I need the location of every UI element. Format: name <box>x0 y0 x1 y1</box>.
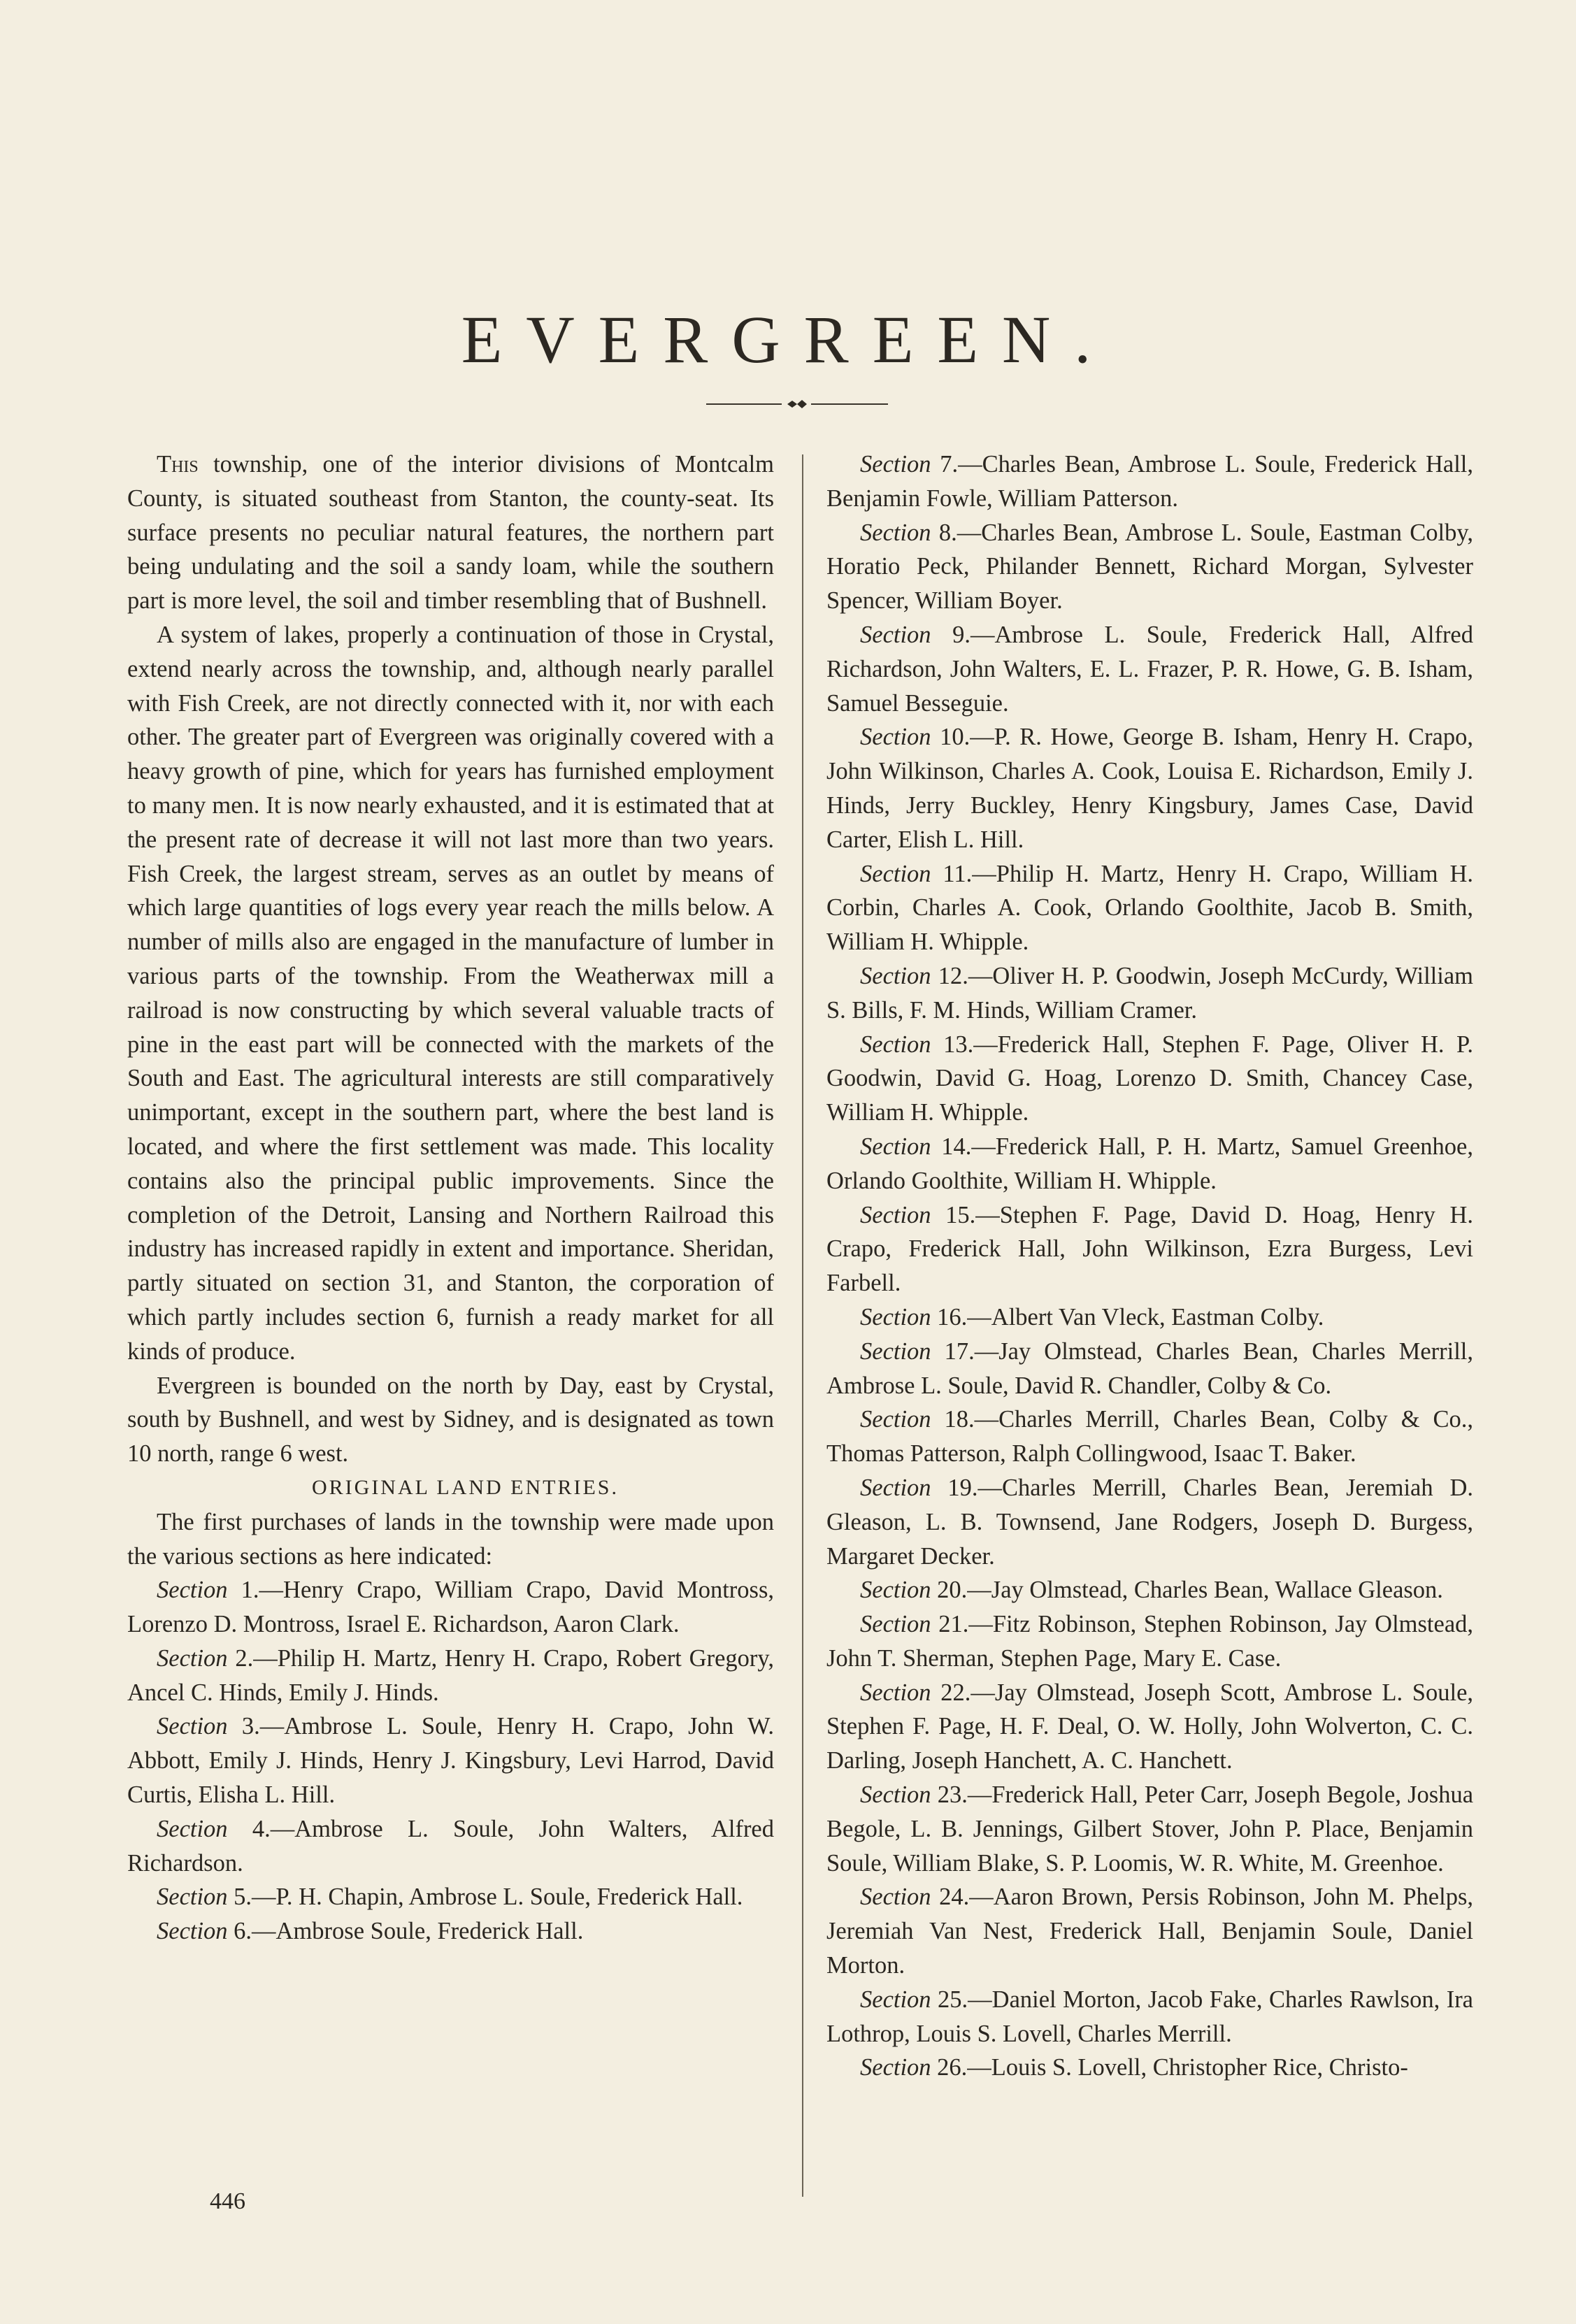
section-entry <box>826 1573 1473 1607</box>
section-number: 1. <box>241 1577 259 1604</box>
section-number: 14. <box>941 1133 972 1160</box>
section-label: Section <box>860 1406 931 1433</box>
section-entry <box>826 1676 1473 1778</box>
boundaries-paragraph: Evergreen is bounded on the north by Day, east by Crystal, south by Bushnell, and west by Sidney, and is designated as town 10 north, range 6 west. <box>127 1372 774 1468</box>
section-entry <box>826 1880 1473 1982</box>
section-owners: —Charles Bean, Ambrose L. Soule, Eastman Colby, Horatio Peck, Philander Bennett, Richard Morgan, Sylvester Spencer, William Boyer. <box>826 519 1473 615</box>
section-owners: —Jay Olmstead, Charles Bean, Wallace Gleason. <box>967 1577 1443 1604</box>
land-entries-intro: The first purchases of lands in the township were made upon the various sections as here indicated: <box>127 1508 774 1570</box>
section-entry <box>826 1778 1473 1880</box>
section-number: 6. <box>234 1918 252 1945</box>
intro-paragraph <box>127 447 774 618</box>
section-owners: —Louis S. Lovell, Christopher Rice, Christo- <box>967 2054 1408 2081</box>
section-owners: —P. R. Howe, George B. Isham, Henry H. Crapo, John Wilkinson, Charles A. Cook, Louisa E. Richardson, Emily J. Hinds, Jerry Buckley, Henry Kingsbury, James Case, David Carter, Elish L. Hill. <box>826 724 1473 853</box>
section-entry <box>826 1335 1473 1403</box>
section-entry <box>826 1300 1473 1335</box>
section-label: Section <box>860 962 931 989</box>
section-entry <box>826 720 1473 856</box>
section-number: 2. <box>235 1644 254 1672</box>
section-number: 25. <box>938 1986 968 2013</box>
section-entry <box>127 1914 774 1949</box>
section-number: 22. <box>940 1679 971 1706</box>
section-label: Section <box>860 621 931 648</box>
page-title: EVERGREEN. <box>461 302 1115 377</box>
section-label: Section <box>860 1133 931 1160</box>
section-entry <box>826 857 1473 959</box>
section-number: 16. <box>937 1303 968 1330</box>
section-entry <box>127 1709 774 1812</box>
section-owners: —Fitz Robinson, Stephen Robinson, Jay Olmstead, John T. Sherman, Stephen Page, Mary E. Case. <box>826 1611 1474 1672</box>
ornament-line-left <box>706 403 782 405</box>
section-entry <box>127 1642 774 1710</box>
section-entry <box>826 1403 1473 1471</box>
section-number: 19. <box>947 1474 978 1501</box>
section-number: 12. <box>938 962 968 989</box>
section-number: 20. <box>937 1577 968 1604</box>
section-label: Section <box>860 860 931 887</box>
section-owners: —Oliver H. P. Goodwin, Joseph McCurdy, William S. Bills, F. M. Hinds, William Cramer. <box>826 962 1473 1024</box>
section-number: 9. <box>952 621 970 648</box>
section-entry <box>826 1983 1473 2051</box>
section-number: 3. <box>241 1713 260 1740</box>
section-owners: —Aaron Brown, Persis Robinson, John M. Phelps, Jeremiah Van Nest, Frederick Hall, Benjamin Soule, Daniel Morton. <box>826 1884 1474 1979</box>
section-owners: —Ambrose L. Soule, Frederick Hall, Alfred Richardson, John Walters, E. L. Frazer, P. R. Howe, G. B. Isham, Samuel Besseguie. <box>826 621 1473 717</box>
section-entry <box>826 2051 1473 2085</box>
land-entries-heading: ORIGINAL LAND ENTRIES. <box>311 1475 619 1499</box>
section-label: Section <box>860 1337 931 1365</box>
section-label: Section <box>157 1713 228 1740</box>
section-entry <box>826 618 1473 720</box>
section-entry <box>826 447 1473 516</box>
section-entry <box>826 959 1473 1028</box>
left-column <box>127 447 774 1949</box>
section-entry <box>826 1198 1473 1300</box>
section-entry <box>127 1880 774 1914</box>
section-owners: —Charles Merrill, Charles Bean, Jeremiah D. Gleason, L. B. Townsend, Jane Rodgers, Joseph D. Burgess, Margaret Decker. <box>826 1474 1473 1570</box>
section-number: 17. <box>944 1337 975 1365</box>
intro-text: township, one of the interior divisions of Montcalm County, is situated southeast from Stanton, the county-seat. Its surface presents no peculiar natural features, the northern part being undulating and the soil a sandy loam, while the southern part is more level, the soil and timber resembling that of Bushnell. <box>127 451 774 615</box>
ornament-line-right <box>811 403 888 405</box>
section-owners: —Frederick Hall, P. H. Martz, Samuel Greenhoe, Orlando Goolthite, William H. Whipple. <box>826 1133 1473 1194</box>
section-label: Section <box>860 451 931 478</box>
section-label: Section <box>157 1918 228 1945</box>
section-owners: —Jay Olmstead, Joseph Scott, Ambrose L. Soule, Stephen F. Page, H. F. Deal, O. W. Holly, John Wolverton, C. C. Darling, Joseph Hanchett, A. C. Hanchett. <box>826 1679 1474 1774</box>
section-number: 21. <box>938 1611 969 1638</box>
sections-list-right <box>826 447 1473 2085</box>
section-entry <box>826 516 1473 618</box>
section-number: 13. <box>943 1031 974 1058</box>
ornament-diamond-icon <box>787 399 807 410</box>
section-label: Section <box>860 1474 931 1501</box>
section-number: 4. <box>252 1815 271 1842</box>
section-number: 23. <box>937 1781 968 1809</box>
section-label: Section <box>860 1884 931 1911</box>
sections-list-left <box>127 1573 774 1949</box>
section-entry <box>826 1607 1473 1676</box>
section-owners: —Charles Merrill, Charles Bean, Colby & Co., Thomas Patterson, Ralph Collingwood, Isaac T. Baker. <box>826 1406 1474 1468</box>
section-number: 5. <box>234 1884 252 1911</box>
section-owners: —Philip H. Martz, Henry H. Crapo, Robert Gregory, Ancel C. Hinds, Emily J. Hinds. <box>127 1644 775 1706</box>
section-label: Section <box>157 1644 228 1672</box>
intro-first-word: This <box>157 451 199 478</box>
section-label: Section <box>157 1884 228 1911</box>
section-number: 10. <box>940 724 970 751</box>
section-owners: —Daniel Morton, Jacob Fake, Charles Rawlson, Ira Lothrop, Louis S. Lovell, Charles Merrill. <box>826 1986 1473 2047</box>
section-label: Section <box>860 1577 931 1604</box>
section-owners: —Jay Olmstead, Charles Bean, Charles Merrill, Ambrose L. Soule, David R. Chandler, Colby & Co. <box>826 1337 1474 1399</box>
section-entry <box>826 1028 1473 1130</box>
section-number: 11. <box>943 860 973 887</box>
right-column <box>826 447 1473 2085</box>
section-owners: —Albert Van Vleck, Eastman Colby. <box>967 1303 1324 1330</box>
page-number: 446 <box>210 2188 245 2214</box>
section-label: Section <box>157 1577 228 1604</box>
section-owners: —P. H. Chapin, Ambrose L. Soule, Frederick Hall. <box>252 1884 743 1911</box>
section-label: Section <box>860 1031 931 1058</box>
section-owners: —Henry Crapo, William Crapo, David Montross, Lorenzo D. Montross, Israel E. Richardson, Aaron Clark. <box>127 1577 774 1638</box>
section-owners: —Ambrose L. Soule, Henry H. Crapo, John W. Abbott, Emily J. Hinds, Henry J. Kingsbury, Levi Harrod, David Curtis, Elisha L. Hill. <box>127 1713 775 1809</box>
section-number: 18. <box>944 1406 975 1433</box>
section-label: Section <box>860 724 931 751</box>
section-entry <box>826 1130 1473 1198</box>
section-owners: —Frederick Hall, Peter Carr, Joseph Begole, Joshua Begole, L. B. Jennings, Gilbert Stover, John P. Place, Benjamin Soule, William Blake, S. P. Loomis, W. R. White, M. Greenhoe. <box>826 1781 1474 1877</box>
section-label: Section <box>157 1815 228 1842</box>
section-entry <box>127 1812 774 1881</box>
section-owners: —Philip H. Martz, Henry H. Crapo, William H. Corbin, Charles A. Cook, Orlando Goolthite, Jacob B. Smith, William H. Whipple. <box>826 860 1474 956</box>
section-entry <box>127 1573 774 1642</box>
section-label: Section <box>860 1201 931 1228</box>
section-number: 15. <box>945 1201 976 1228</box>
section-number: 24. <box>939 1884 970 1911</box>
section-label: Section <box>860 519 931 546</box>
section-number: 26. <box>937 2054 968 2081</box>
section-owners: —Stephen F. Page, David D. Hoag, Henry H. Crapo, Frederick Hall, John Wilkinson, Ezra Burgess, Levi Farbell. <box>826 1201 1473 1297</box>
column-divider <box>802 454 803 2197</box>
section-label: Section <box>860 1303 931 1330</box>
section-label: Section <box>860 1679 931 1706</box>
section-entry <box>826 1471 1473 1573</box>
section-label: Section <box>860 2054 931 2081</box>
section-owners: —Charles Bean, Ambrose L. Soule, Frederick Hall, Benjamin Fowle, William Patterson. <box>826 451 1473 512</box>
section-owners: —Ambrose Soule, Frederick Hall. <box>252 1918 584 1945</box>
section-owners: —Ambrose L. Soule, John Walters, Alfred Richardson. <box>127 1815 774 1877</box>
section-owners: —Frederick Hall, Stephen F. Page, Oliver H. P. Goodwin, David G. Hoag, Lorenzo D. Smith, Chancey Case, William H. Whipple. <box>826 1031 1474 1126</box>
section-label: Section <box>860 1986 931 2013</box>
section-number: 7. <box>940 451 959 478</box>
lakes-paragraph: A system of lakes, properly a continuation of those in Crystal, extend nearly across the township, and, although nearly parallel with Fish Creek, are not directly connected with it, nor with each other. The greater part of Evergreen was originally covered with a heavy growth of pine, which for years has furnished employment to many men. It is now nearly exhausted, and it is estimated that at the present rate of decrease it will not last more than two years. Fish Creek, the largest stream, serves as an outlet by means of which large quantities of logs every year reach the mills below. A number of mills also are engaged in the manufacture of lumber in various parts of the township. From the Weatherwax mill a railroad is now constructing by which several valuable tracts of pine in the east part will be connected with the markets of the South and East. The agricultural interests are still comparatively unimportant, except in the southern part, where the best land is located, and where the first settlement was made. This locality contains also the principal public improvements. Since the completion of the Detroit, Lansing and Northern Railroad this industry has increased rapidly in extent and importance. Sheridan, partly situated on section 31, and Stanton, the corporation of which partly includes section 6, furnish a ready market for all kinds of produce. <box>127 621 774 1365</box>
section-number: 8. <box>938 519 957 546</box>
title-ornament <box>706 397 888 411</box>
section-label: Section <box>860 1781 931 1809</box>
section-label: Section <box>860 1611 931 1638</box>
